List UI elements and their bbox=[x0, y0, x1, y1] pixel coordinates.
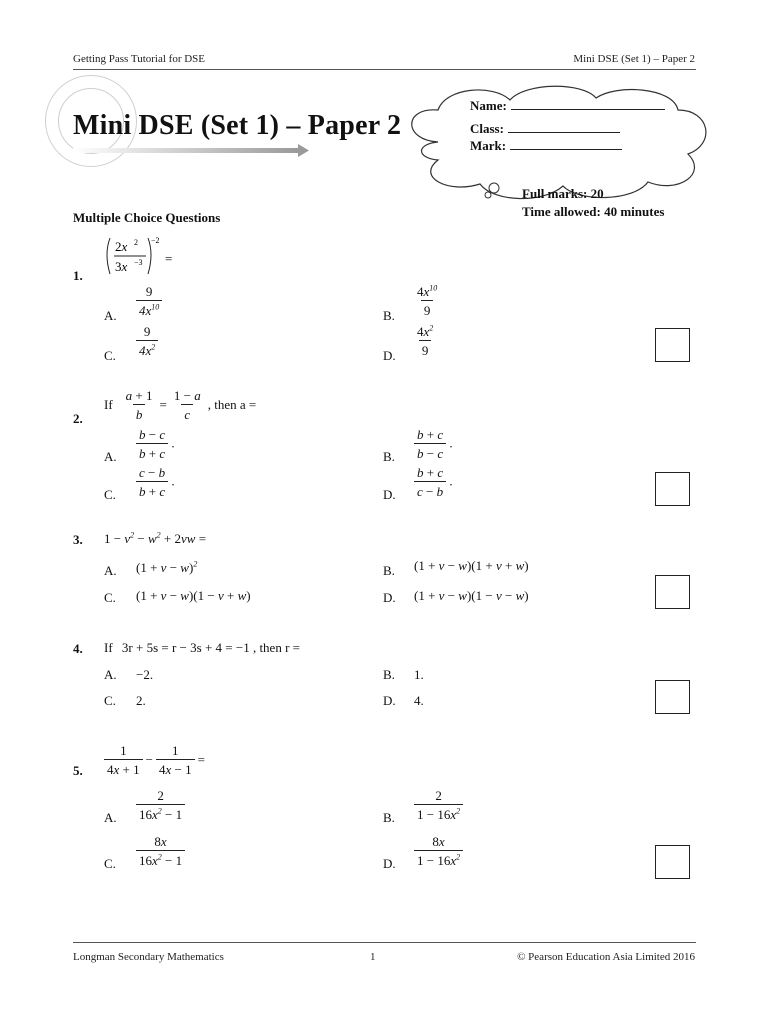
title-arrow-decoration bbox=[73, 143, 313, 159]
footer-right: © Pearson Education Asia Limited 2016 bbox=[517, 951, 695, 963]
q1-option-a-label: A. bbox=[104, 308, 117, 323]
q1-option-d[interactable]: $\frac{4x^2}{9}$ bbox=[417, 323, 434, 358]
q2-option-d[interactable]: $\frac{b + c}{c - b}$ . bbox=[414, 466, 453, 498]
q1-option-c-label: C. bbox=[104, 348, 116, 363]
header-rule bbox=[73, 69, 696, 70]
mark-label: Mark: bbox=[470, 138, 507, 153]
question-4-stem bbox=[104, 640, 300, 656]
svg-text:=: = bbox=[165, 251, 173, 266]
q5-option-d-label: D. bbox=[383, 856, 396, 871]
mark-field[interactable] bbox=[470, 137, 622, 154]
question-4-number: 4. bbox=[73, 641, 83, 656]
q2-answer-box[interactable] bbox=[655, 472, 690, 506]
q3-answer-box[interactable] bbox=[655, 575, 690, 609]
q1-option-a[interactable]: $\frac{9}{4x^{10}}$ bbox=[136, 285, 162, 317]
header-right: Mini DSE (Set 1) – Paper 2 bbox=[573, 53, 695, 65]
q2-option-b-label: B. bbox=[383, 449, 395, 464]
question-2-stem: If $\frac{a + 1}{b}$ = $\frac{1 - a}{c}$ , then a = bbox=[104, 388, 257, 422]
q3-option-a-label: A. bbox=[104, 563, 117, 578]
name-field[interactable] bbox=[470, 97, 665, 114]
svg-text:2: 2 bbox=[134, 238, 138, 247]
class-field[interactable] bbox=[470, 120, 620, 137]
class-label: Class: bbox=[470, 121, 504, 136]
svg-text:3x: 3x bbox=[115, 259, 128, 274]
q4-option-a[interactable]: −2. bbox=[136, 667, 154, 682]
question-3-stem: $1 - v^2 - w^2 + 2vw$ = bbox=[104, 530, 207, 546]
q5-answer-box[interactable] bbox=[655, 845, 690, 879]
svg-text:−2: −2 bbox=[151, 236, 160, 245]
q2-if: If bbox=[104, 397, 113, 412]
q4-if: If bbox=[104, 640, 113, 655]
q2-option-c-label: C. bbox=[104, 487, 116, 502]
class-line[interactable] bbox=[508, 120, 620, 133]
q2-then: , then a = bbox=[207, 397, 257, 412]
q4-option-c-label: C. bbox=[104, 693, 116, 708]
mark-line[interactable] bbox=[510, 137, 622, 150]
q3-option-b-label: B. bbox=[383, 563, 395, 578]
q4-answer-box[interactable] bbox=[655, 680, 690, 714]
q3-option-a[interactable]: $(1 + v - w)^2$ bbox=[136, 559, 198, 575]
q5-option-b[interactable]: $\frac{2}{1 - 16x^2}$ bbox=[414, 789, 463, 821]
svg-text:−3: −3 bbox=[134, 258, 143, 267]
q2-option-d-label: D. bbox=[383, 487, 396, 502]
q3-option-d-label: D. bbox=[383, 590, 396, 605]
time-allowed: Time allowed: 40 minutes bbox=[522, 204, 665, 219]
question-1-number: 1. bbox=[73, 268, 83, 283]
q5-option-c-label: C. bbox=[104, 856, 116, 871]
q5-option-c[interactable]: $\frac{8x}{16x^2 - 1}$ bbox=[136, 835, 185, 867]
q2-option-a-label: A. bbox=[104, 449, 117, 464]
full-marks: Full marks: 20 bbox=[522, 186, 604, 201]
q3-option-c[interactable]: (1 + v − w)(1 − v + w) bbox=[136, 588, 251, 603]
q3-option-c-label: C. bbox=[104, 590, 116, 605]
section-title: Multiple Choice Questions bbox=[73, 210, 221, 225]
footer-left: Longman Secondary Mathematics bbox=[73, 951, 224, 963]
q1-option-b-label: B. bbox=[383, 308, 395, 323]
question-2-number: 2. bbox=[73, 411, 83, 426]
question-1-stem bbox=[103, 234, 193, 282]
question-5-stem: $\frac{1}{4x + 1}$ − $\frac{1}{4x - 1}$ = bbox=[104, 744, 205, 776]
q4-option-a-label: A. bbox=[104, 667, 117, 682]
q5-option-d[interactable]: $\frac{8x}{1 - 16x^2}$ bbox=[414, 835, 463, 867]
q5-option-b-label: B. bbox=[383, 810, 395, 825]
name-label: Name: bbox=[470, 98, 507, 113]
q2-option-b[interactable]: $\frac{b + c}{b - c}$ . bbox=[414, 428, 453, 460]
svg-text:2x: 2x bbox=[115, 239, 128, 254]
q1-option-c[interactable]: $\frac{9}{4x^2}$ bbox=[136, 325, 158, 357]
q5-option-a-label: A. bbox=[104, 810, 117, 825]
q4-equation: 3r + 5s = r − 3s + 4 = −1 bbox=[121, 640, 250, 655]
q5-option-a[interactable]: $\frac{2}{16x^2 - 1}$ bbox=[136, 789, 185, 821]
q4-option-d-label: D. bbox=[383, 693, 396, 708]
q1-answer-box[interactable] bbox=[655, 328, 690, 362]
footer-rule bbox=[73, 942, 696, 943]
question-5-number: 5. bbox=[73, 763, 83, 778]
page-number: 1 bbox=[370, 951, 376, 963]
q1-option-b[interactable]: $\frac{4x^{10}}{9}$ bbox=[417, 283, 438, 318]
question-3-number: 3. bbox=[73, 532, 83, 547]
q2-option-c[interactable]: $\frac{c - b}{b + c}$ . bbox=[136, 466, 175, 498]
q4-then: , then r = bbox=[252, 640, 300, 655]
page-title: Mini DSE (Set 1) – Paper 2 bbox=[73, 110, 402, 141]
q3-option-b[interactable]: (1 + v − w)(1 + v + w) bbox=[414, 558, 529, 573]
q2-option-a[interactable]: $\frac{b - c}{b + c}$ . bbox=[136, 428, 175, 460]
name-line[interactable] bbox=[511, 97, 665, 110]
q1-option-d-label: D. bbox=[383, 348, 396, 363]
q4-option-b-label: B. bbox=[383, 667, 395, 682]
q4-option-b[interactable]: 1. bbox=[414, 667, 424, 682]
q4-option-c[interactable]: 2. bbox=[136, 693, 146, 708]
q3-option-d[interactable]: (1 + v − w)(1 − v − w) bbox=[414, 588, 529, 603]
header-left: Getting Pass Tutorial for DSE bbox=[73, 53, 206, 65]
q4-option-d[interactable]: 4. bbox=[414, 693, 424, 708]
